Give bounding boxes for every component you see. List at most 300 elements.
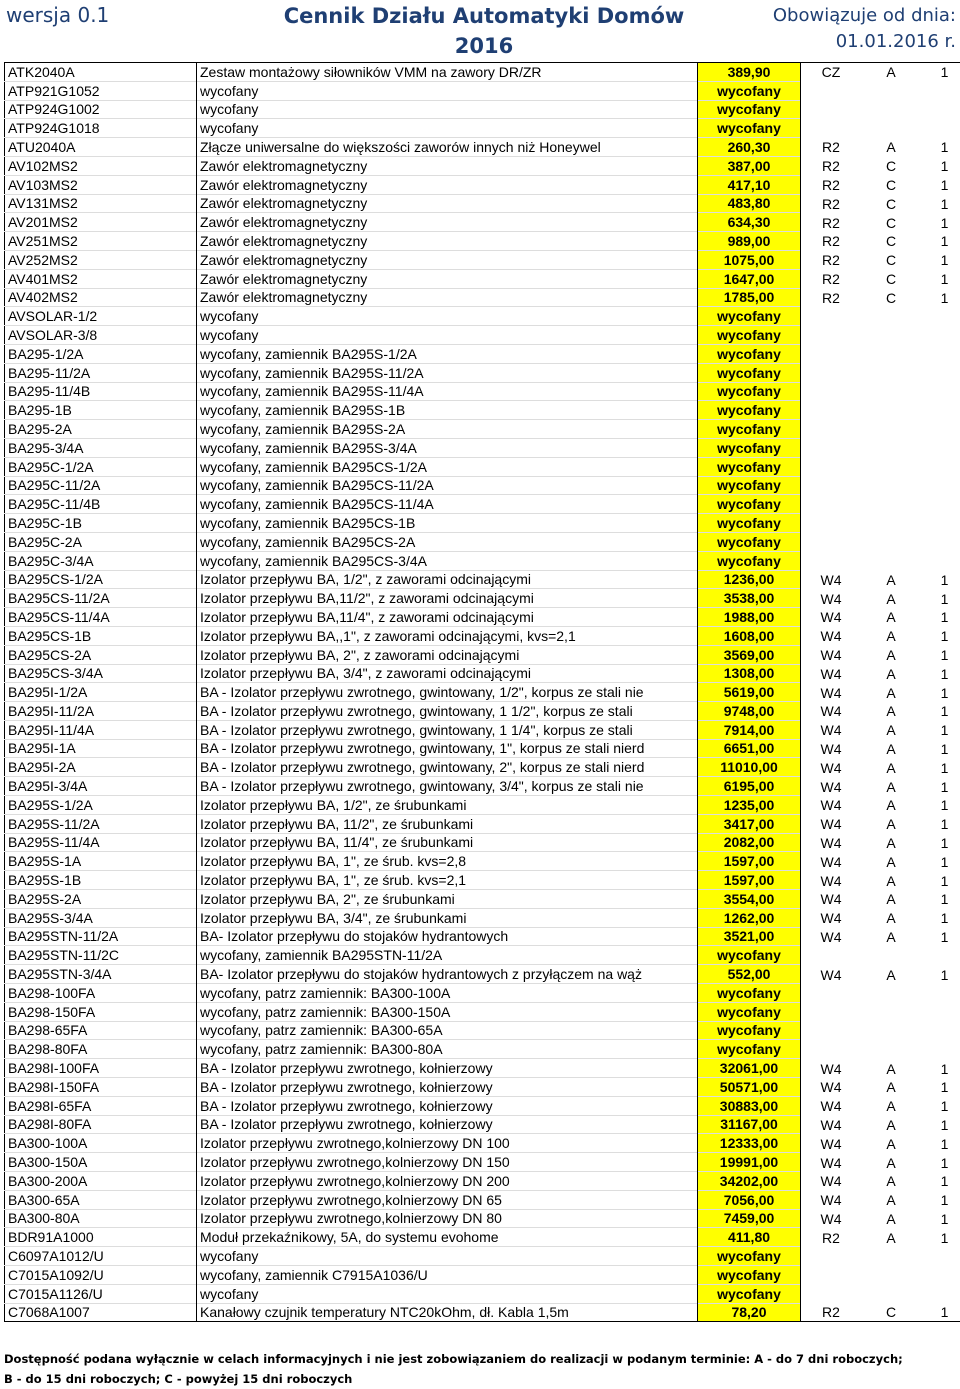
product-description: Izolator przepływu BA, 2", ze śrubunkami — [197, 890, 698, 909]
availability-code: C — [861, 269, 921, 288]
product-description: BA - Izolator przepływu zwrotnego, kołnierzowy — [197, 1059, 698, 1078]
unit-quantity: 1 — [921, 664, 960, 683]
product-price: wycofany — [698, 363, 801, 382]
validity-info — [773, 3, 956, 55]
unit-quantity: 1 — [921, 1172, 960, 1191]
product-code: AV201MS2 — [5, 213, 197, 232]
product-price: 78,20 — [698, 1303, 801, 1322]
product-description: BA - Izolator przepływu zwrotnego, kołnierzowy — [197, 1078, 698, 1097]
unit-quantity: 1 — [921, 1190, 960, 1209]
discount-group — [801, 1266, 862, 1285]
table-row — [5, 927, 960, 946]
table-row — [5, 758, 960, 777]
product-description: BA - Izolator przepływu zwrotnego, kołnierzowy — [197, 1115, 698, 1134]
product-description: wycofany, patrz zamiennik: BA300-80A — [197, 1040, 698, 1059]
unit-quantity: 1 — [921, 833, 960, 852]
product-price: wycofany — [698, 457, 801, 476]
product-code: BA295-2A — [5, 420, 197, 439]
product-code: BA295CS-3/4A — [5, 664, 197, 683]
table-row — [5, 702, 960, 721]
availability-code: A — [861, 965, 921, 984]
unit-quantity: 1 — [921, 927, 960, 946]
discount-group: W4 — [801, 1115, 862, 1134]
product-code: BA300-65A — [5, 1190, 197, 1209]
availability-code: A — [861, 890, 921, 909]
product-price: 6651,00 — [698, 739, 801, 758]
table-row — [5, 175, 960, 194]
discount-group: W4 — [801, 927, 862, 946]
product-code: BA295I-1A — [5, 739, 197, 758]
product-price: 31167,00 — [698, 1115, 801, 1134]
unit-quantity: 1 — [921, 156, 960, 175]
product-price: 1308,00 — [698, 664, 801, 683]
availability-code: A — [861, 927, 921, 946]
unit-quantity: 1 — [921, 871, 960, 890]
discount-group — [801, 307, 862, 326]
product-description: Zawór elektromagnetyczny — [197, 288, 698, 307]
discount-group — [801, 1021, 862, 1040]
availability-code: A — [861, 683, 921, 702]
table-row — [5, 1096, 960, 1115]
product-price: wycofany — [698, 946, 801, 965]
product-description: Izolator przepływu BA, 11/2", ze śrubunkami — [197, 814, 698, 833]
availability-code — [861, 1284, 921, 1303]
table-row — [5, 1040, 960, 1059]
availability-code — [861, 1040, 921, 1059]
availability-code: A — [861, 1134, 921, 1153]
table-row — [5, 852, 960, 871]
availability-code — [861, 476, 921, 495]
product-code: BA295S-11/2A — [5, 814, 197, 833]
table-row — [5, 608, 960, 627]
product-description: Kanałowy czujnik temperatury NTC20kOhm, dł. Kabla 1,5m — [197, 1303, 698, 1322]
availability-code: A — [861, 1209, 921, 1228]
unit-quantity — [921, 1266, 960, 1285]
product-code: AV251MS2 — [5, 232, 197, 251]
availability-code: A — [861, 1153, 921, 1172]
discount-group: R2 — [801, 156, 862, 175]
product-description: BA - Izolator przepływu zwrotnego, gwintowany, 2", korpus ze stali nierd — [197, 758, 698, 777]
availability-code: A — [861, 1059, 921, 1078]
product-description: wycofany — [197, 1284, 698, 1303]
product-description: Zawór elektromagnetyczny — [197, 175, 698, 194]
product-price: wycofany — [698, 514, 801, 533]
discount-group: W4 — [801, 852, 862, 871]
availability-code — [861, 100, 921, 119]
unit-quantity: 1 — [921, 269, 960, 288]
product-code: ATP921G1052 — [5, 81, 197, 100]
product-code: AV102MS2 — [5, 156, 197, 175]
unit-quantity — [921, 532, 960, 551]
table-row — [5, 438, 960, 457]
product-price: 3569,00 — [698, 645, 801, 664]
unit-quantity — [921, 119, 960, 138]
availability-code: A — [861, 1096, 921, 1115]
table-row — [5, 1021, 960, 1040]
page-title — [278, 1, 690, 61]
product-price: 989,00 — [698, 232, 801, 251]
product-code: BA298-80FA — [5, 1040, 197, 1059]
product-code: ATU2040A — [5, 138, 197, 157]
unit-quantity — [921, 420, 960, 439]
discount-group: W4 — [801, 589, 862, 608]
unit-quantity: 1 — [921, 1303, 960, 1322]
product-code: BA298-65FA — [5, 1021, 197, 1040]
discount-group: R2 — [801, 194, 862, 213]
table-row — [5, 495, 960, 514]
product-code: C6097A1012/U — [5, 1247, 197, 1266]
unit-quantity — [921, 457, 960, 476]
product-price: 483,80 — [698, 194, 801, 213]
table-row — [5, 1153, 960, 1172]
product-description: wycofany, zamiennik BA295S-3/4A — [197, 438, 698, 457]
unit-quantity: 1 — [921, 1209, 960, 1228]
product-code: BA295S-1/2A — [5, 796, 197, 815]
table-row — [5, 890, 960, 909]
availability-code — [861, 438, 921, 457]
discount-group — [801, 514, 862, 533]
product-description: BA - Izolator przepływu zwrotnego, kołnierzowy — [197, 1096, 698, 1115]
table-row — [5, 1172, 960, 1191]
availability-code: C — [861, 156, 921, 175]
product-price: wycofany — [698, 344, 801, 363]
discount-group: W4 — [801, 1134, 862, 1153]
product-price: 1597,00 — [698, 871, 801, 890]
discount-group: W4 — [801, 871, 862, 890]
discount-group: W4 — [801, 720, 862, 739]
product-price: 1236,00 — [698, 570, 801, 589]
product-price: 50571,00 — [698, 1078, 801, 1097]
table-row — [5, 796, 960, 815]
availability-code: A — [861, 702, 921, 721]
unit-quantity: 1 — [921, 814, 960, 833]
product-description: Zestaw montażowy siłowników VMM na zawory DR/ZR — [197, 63, 698, 82]
product-price: wycofany — [698, 532, 801, 551]
table-row — [5, 476, 960, 495]
discount-group: W4 — [801, 796, 862, 815]
table-row — [5, 250, 960, 269]
product-description: Izolator przepływu zwrotnego,kolnierzowy DN 80 — [197, 1209, 698, 1228]
table-row — [5, 213, 960, 232]
product-code: AVSOLAR-1/2 — [5, 307, 197, 326]
product-description: Izolator przepływu zwrotnego,kolnierzowy DN 200 — [197, 1172, 698, 1191]
discount-group — [801, 326, 862, 345]
table-row — [5, 401, 960, 420]
discount-group — [801, 100, 862, 119]
product-description: wycofany, zamiennik BA295STN-11/2A — [197, 946, 698, 965]
product-price: 30883,00 — [698, 1096, 801, 1115]
availability-code: A — [861, 626, 921, 645]
product-description: wycofany, patrz zamiennik: BA300-150A — [197, 1002, 698, 1021]
product-description: wycofany, zamiennik BA295CS-1B — [197, 514, 698, 533]
discount-group — [801, 382, 862, 401]
discount-group — [801, 984, 862, 1003]
discount-group: R2 — [801, 1228, 862, 1247]
product-price: 552,00 — [698, 965, 801, 984]
discount-group: R2 — [801, 288, 862, 307]
discount-group: W4 — [801, 1209, 862, 1228]
product-description: wycofany, patrz zamiennik: BA300-100A — [197, 984, 698, 1003]
availability-code: A — [861, 570, 921, 589]
discount-group — [801, 946, 862, 965]
product-price: 1647,00 — [698, 269, 801, 288]
unit-quantity: 1 — [921, 890, 960, 909]
product-price: wycofany — [698, 326, 801, 345]
product-code: C7015A1126/U — [5, 1284, 197, 1303]
product-description: Izolator przepływu zwrotnego,kolnierzowy DN 150 — [197, 1153, 698, 1172]
product-description: Izolator przepływu BA,11/2", z zaworami odcinającymi — [197, 589, 698, 608]
table-row — [5, 946, 960, 965]
product-price: 11010,00 — [698, 758, 801, 777]
unit-quantity: 1 — [921, 1078, 960, 1097]
product-description: wycofany, zamiennik BA295S-1B — [197, 401, 698, 420]
unit-quantity: 1 — [921, 777, 960, 796]
footnote-line-1: Dostępność podana wyłącznie w celach informacyjnych i nie jest zobowiązaniem do realizacji w podanym terminie: A - do 7 dni roboczych; — [4, 1349, 956, 1369]
unit-quantity — [921, 476, 960, 495]
unit-quantity: 1 — [921, 63, 960, 82]
discount-group: W4 — [801, 1078, 862, 1097]
product-price: wycofany — [698, 81, 801, 100]
product-code: ATP924G1002 — [5, 100, 197, 119]
product-price: 1785,00 — [698, 288, 801, 307]
unit-quantity — [921, 1021, 960, 1040]
page-header — [0, 0, 960, 62]
product-price: 9748,00 — [698, 702, 801, 721]
table-row — [5, 1209, 960, 1228]
product-description: wycofany — [197, 307, 698, 326]
availability-code: A — [861, 645, 921, 664]
table-row — [5, 532, 960, 551]
table-row — [5, 382, 960, 401]
unit-quantity — [921, 1002, 960, 1021]
unit-quantity: 1 — [921, 908, 960, 927]
discount-group: W4 — [801, 1172, 862, 1191]
product-description: wycofany, zamiennik BA295CS-1/2A — [197, 457, 698, 476]
product-code: BA295-11/2A — [5, 363, 197, 382]
discount-group — [801, 457, 862, 476]
product-code: BA295S-2A — [5, 890, 197, 909]
product-description: wycofany, zamiennik BA295S-11/2A — [197, 363, 698, 382]
unit-quantity: 1 — [921, 965, 960, 984]
unit-quantity — [921, 363, 960, 382]
unit-quantity — [921, 326, 960, 345]
availability-code: A — [861, 758, 921, 777]
product-code: C7015A1092/U — [5, 1266, 197, 1285]
product-description: Izolator przepływu BA,11/4", z zaworami odcinającymi — [197, 608, 698, 627]
price-list-table — [4, 62, 960, 1322]
discount-group: R2 — [801, 232, 862, 251]
product-code: BA295-3/4A — [5, 438, 197, 457]
product-code: AV131MS2 — [5, 194, 197, 213]
table-row — [5, 1190, 960, 1209]
product-code: BDR91A1000 — [5, 1228, 197, 1247]
product-code: BA295I-2A — [5, 758, 197, 777]
table-row — [5, 307, 960, 326]
availability-code: A — [861, 908, 921, 927]
product-description: Izolator przepływu BA, 1/2", ze śrubunkami — [197, 796, 698, 815]
discount-group — [801, 1284, 862, 1303]
table-row — [5, 589, 960, 608]
discount-group — [801, 1002, 862, 1021]
product-code: AV402MS2 — [5, 288, 197, 307]
product-code: BA300-150A — [5, 1153, 197, 1172]
unit-quantity — [921, 438, 960, 457]
availability-code: A — [861, 1228, 921, 1247]
unit-quantity — [921, 382, 960, 401]
product-price: 3554,00 — [698, 890, 801, 909]
discount-group: R2 — [801, 213, 862, 232]
availability-footnote — [4, 1349, 956, 1389]
discount-group: R2 — [801, 175, 862, 194]
unit-quantity — [921, 401, 960, 420]
discount-group: W4 — [801, 570, 862, 589]
unit-quantity: 1 — [921, 852, 960, 871]
product-code: BA295CS-1B — [5, 626, 197, 645]
product-code: BA295-1B — [5, 401, 197, 420]
title-line-1: Cennik Działu Automatyki Domów — [278, 1, 690, 31]
product-description: BA - Izolator przepływu zwrotnego, gwintowany, 1", korpus ze stali nierd — [197, 739, 698, 758]
table-row — [5, 1228, 960, 1247]
unit-quantity — [921, 81, 960, 100]
price-list-body — [5, 63, 960, 1322]
product-price: 1075,00 — [698, 250, 801, 269]
product-description: wycofany, zamiennik BA295CS-11/4A — [197, 495, 698, 514]
discount-group — [801, 420, 862, 439]
availability-code: A — [861, 1115, 921, 1134]
availability-code: C — [861, 213, 921, 232]
product-price: wycofany — [698, 307, 801, 326]
discount-group: W4 — [801, 1153, 862, 1172]
availability-code — [861, 1002, 921, 1021]
discount-group — [801, 1040, 862, 1059]
product-code: BA295C-3/4A — [5, 551, 197, 570]
table-row — [5, 1115, 960, 1134]
availability-code: A — [861, 833, 921, 852]
availability-code: C — [861, 288, 921, 307]
unit-quantity: 1 — [921, 1059, 960, 1078]
product-description: Zawór elektromagnetyczny — [197, 232, 698, 251]
product-price: wycofany — [698, 401, 801, 420]
product-code: BA295CS-2A — [5, 645, 197, 664]
product-price: 260,30 — [698, 138, 801, 157]
product-code: BA295STN-3/4A — [5, 965, 197, 984]
product-price: 1262,00 — [698, 908, 801, 927]
product-code: BA298-100FA — [5, 984, 197, 1003]
table-row — [5, 984, 960, 1003]
discount-group: W4 — [801, 1096, 862, 1115]
product-description: Izolator przepływu BA,,1", z zaworami odcinającymi, kvs=2,1 — [197, 626, 698, 645]
availability-code — [861, 307, 921, 326]
product-description: BA- Izolator przepływu do stojaków hydrantowych — [197, 927, 698, 946]
product-code: BA298-150FA — [5, 1002, 197, 1021]
product-description: Izolator przepływu zwrotnego,kolnierzowy DN 65 — [197, 1190, 698, 1209]
availability-code — [861, 363, 921, 382]
product-code: BA295C-2A — [5, 532, 197, 551]
availability-code: A — [861, 589, 921, 608]
unit-quantity: 1 — [921, 720, 960, 739]
product-description: Zawór elektromagnetyczny — [197, 213, 698, 232]
availability-code: A — [861, 796, 921, 815]
discount-group: W4 — [801, 739, 862, 758]
availability-code: C — [861, 250, 921, 269]
discount-group: R2 — [801, 138, 862, 157]
discount-group — [801, 119, 862, 138]
unit-quantity: 1 — [921, 739, 960, 758]
table-row — [5, 1059, 960, 1078]
discount-group: W4 — [801, 965, 862, 984]
table-row — [5, 457, 960, 476]
product-description: Izolator przepływu BA, 1/2", z zaworami odcinającymi — [197, 570, 698, 589]
availability-code: A — [861, 138, 921, 157]
discount-group: W4 — [801, 758, 862, 777]
product-description: wycofany, patrz zamiennik: BA300-65A — [197, 1021, 698, 1040]
unit-quantity — [921, 514, 960, 533]
availability-code: A — [861, 1078, 921, 1097]
table-row — [5, 965, 960, 984]
product-description: Izolator przepływu BA, 2", z zaworami odcinającymi — [197, 645, 698, 664]
product-description: wycofany — [197, 81, 698, 100]
table-row — [5, 871, 960, 890]
product-description: wycofany, zamiennik C7915A1036/U — [197, 1266, 698, 1285]
discount-group — [801, 495, 862, 514]
discount-group — [801, 401, 862, 420]
product-code: BA295C-11/2A — [5, 476, 197, 495]
discount-group: W4 — [801, 777, 862, 796]
availability-code: A — [861, 1172, 921, 1191]
product-code: BA300-80A — [5, 1209, 197, 1228]
product-description: Zawór elektromagnetyczny — [197, 250, 698, 269]
product-price: 7914,00 — [698, 720, 801, 739]
table-row — [5, 1266, 960, 1285]
table-row — [5, 119, 960, 138]
discount-group: W4 — [801, 702, 862, 721]
product-code: BA295S-1B — [5, 871, 197, 890]
product-price: 7459,00 — [698, 1209, 801, 1228]
availability-code — [861, 344, 921, 363]
availability-code — [861, 514, 921, 533]
table-row — [5, 81, 960, 100]
discount-group: W4 — [801, 833, 862, 852]
availability-code — [861, 1266, 921, 1285]
availability-code — [861, 119, 921, 138]
discount-group — [801, 438, 862, 457]
product-code: BA295STN-11/2A — [5, 927, 197, 946]
unit-quantity: 1 — [921, 626, 960, 645]
product-price: 1597,00 — [698, 852, 801, 871]
table-row — [5, 232, 960, 251]
table-row — [5, 514, 960, 533]
product-code: BA295STN-11/2C — [5, 946, 197, 965]
discount-group — [801, 363, 862, 382]
unit-quantity: 1 — [921, 1115, 960, 1134]
discount-group — [801, 532, 862, 551]
product-description: Izolator przepływu BA, 3/4", z zaworami odcinającymi — [197, 664, 698, 683]
product-description: wycofany, zamiennik BA295CS-2A — [197, 532, 698, 551]
table-row — [5, 908, 960, 927]
product-code: BA295I-11/2A — [5, 702, 197, 721]
availability-code — [861, 382, 921, 401]
product-code: BA295I-11/4A — [5, 720, 197, 739]
unit-quantity — [921, 495, 960, 514]
unit-quantity — [921, 551, 960, 570]
product-code: BA295S-1A — [5, 852, 197, 871]
table-row — [5, 833, 960, 852]
product-code: BA295CS-11/2A — [5, 589, 197, 608]
product-code: BA295S-3/4A — [5, 908, 197, 927]
product-description: wycofany, zamiennik BA295CS-11/2A — [197, 476, 698, 495]
product-description: Moduł przekaźnikowy, 5A, do systemu evohome — [197, 1228, 698, 1247]
product-price: 3417,00 — [698, 814, 801, 833]
